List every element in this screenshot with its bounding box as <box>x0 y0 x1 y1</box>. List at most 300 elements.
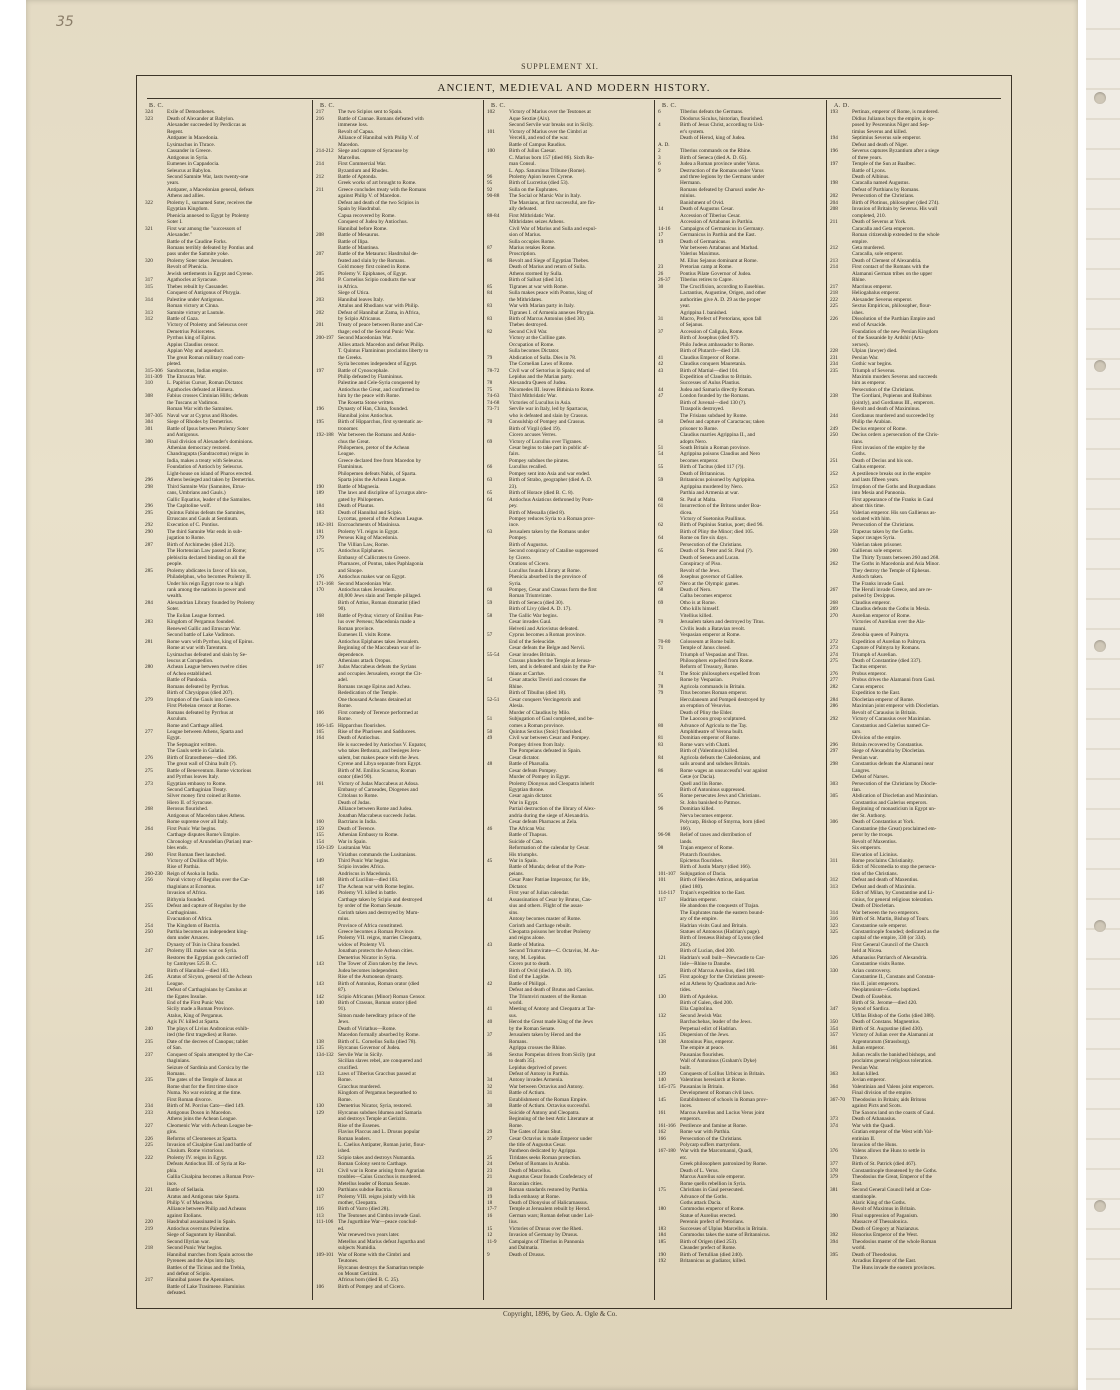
entry-text: tony, M. Lepidus. <box>509 954 547 961</box>
entry-text: Agrippina poisons Claudius and Nero <box>680 451 761 458</box>
entry-year: 166 <box>316 709 324 716</box>
entry-text: Defeat of Hannibal at Zama, in Africa, <box>338 309 420 316</box>
entry-text: Birth of M. Emilius Scaurus, Roman <box>338 767 416 774</box>
entry-text: Phenicia annexed to Egypt by Ptolemy <box>167 212 250 219</box>
entry-year: 44 <box>658 386 664 393</box>
entry-year: 66 <box>658 574 664 581</box>
entry-year: 101 <box>658 877 666 884</box>
entry-year: 20 <box>487 1187 493 1194</box>
entry-text: L. Papirius Cursor, Roman Dictator. <box>167 380 244 387</box>
entry-text: The Triumviri masters of the Roman <box>509 993 587 1000</box>
entry-text: Invasion of Africa. <box>167 890 207 897</box>
entry-text: Attalus and Rhodians war with Philip. <box>338 303 419 310</box>
entry-text: Hadrian's wall built—Newcastle to Car- <box>680 954 765 961</box>
entry-year: 41 <box>658 354 664 361</box>
entry-text: Ptolemy VI. reigns in Egypt. <box>338 528 399 535</box>
entry-text: Galba becomes emperor. <box>680 593 733 600</box>
entry-text: First Mithridatic War. <box>509 212 555 219</box>
entry-text: Triumph of Severus. <box>852 367 896 374</box>
entry-year: 250 <box>145 929 153 935</box>
timeline-column <box>316 103 484 1298</box>
entry-year: 41 <box>487 1006 493 1013</box>
binding-hole <box>1094 640 1106 652</box>
entry-year: 183 <box>316 509 324 516</box>
entry-text: Defeat and death of Maximin. <box>852 883 916 890</box>
entry-year: 15 <box>487 1225 493 1232</box>
entry-year: 66 <box>487 464 493 471</box>
entry-text: First comedy of Terence performed at <box>338 709 418 716</box>
entry-text: Proscription. <box>509 251 537 258</box>
entry-text: Death of Terence. <box>338 825 376 832</box>
entry-year: 171-168 <box>316 580 334 587</box>
entry-text: who is defeated and slain by Crassus. <box>509 412 589 419</box>
entry-text: Cesar invades Gaul. <box>509 619 552 626</box>
entry-text: Dictator. <box>509 883 528 890</box>
entry-text: Ptolemy Soter takes Jerusalem. <box>167 257 234 264</box>
entry-text: Athens and allies. <box>167 193 205 200</box>
entry-text: Constantine (the Great) proclaimed em- <box>852 825 937 832</box>
entry-year: 18 <box>487 1200 493 1207</box>
entry-text: by Cicero. <box>509 554 532 561</box>
entry-text: The Laocoon group sculptured. <box>680 716 747 723</box>
entry-text: Victory at the Colline gate. <box>509 335 567 342</box>
entry-text: Hannibal marches from Spain across the <box>167 1251 253 1258</box>
entry-text: Flamininus. <box>338 464 364 471</box>
entry-text: Alexander Severus emperor. <box>852 296 913 303</box>
entry-text: Probus drives the Alamanni from Gaul. <box>852 677 936 684</box>
entry-text: Embassy of Carneades, Diogenes and <box>338 787 418 794</box>
entry-text: Corinth and Carthage rebuilt. <box>509 922 572 929</box>
entry-text: Province of Africa constituted. <box>338 922 404 929</box>
entry-text: in Africa. <box>338 283 359 290</box>
entry-text: Battle of Thapsus. <box>509 832 548 839</box>
entry-year: 86 <box>487 257 493 264</box>
entry-text: and lasts fifteen years. <box>852 477 900 484</box>
entry-text: Lysimachus in Thrace. <box>167 141 216 148</box>
entry-year: 395 <box>830 1251 838 1258</box>
entry-text: Helvetii and Ariovistus defeated. <box>509 625 579 632</box>
entry-text: gated by Philopemen. <box>338 496 385 503</box>
entry-text: emperors. <box>680 1116 702 1123</box>
entry-text: Perseus King of Macedonia. <box>338 535 399 542</box>
entry-text: Rome on fire six days. <box>680 535 728 542</box>
binding-hole <box>1094 920 1106 932</box>
entry-text: Battle of Campus Raudius. <box>509 141 567 148</box>
entry-year: 143 <box>316 980 324 987</box>
entry-text: Rome wars with Chatti. <box>680 741 731 748</box>
entry-year: 194 <box>830 135 838 142</box>
entry-text: Cesar defeats Pompey. <box>509 767 558 774</box>
entry-text: Spain by Hasdrubal. <box>338 206 382 213</box>
entry-text: Birth of Juvenal—died 130 (?). <box>680 399 747 406</box>
entry-text: Birth of Tertullian (died 240). <box>680 1251 743 1258</box>
entry-year: 298 <box>145 483 153 490</box>
entry-text: Alliance between Rome and Judea. <box>338 806 413 813</box>
entry-text: Romans ravage Epirus and Achea. <box>338 683 411 690</box>
entry-text: of San. <box>167 1045 183 1052</box>
entry-text: Valerius Maximus. <box>680 251 721 258</box>
entry-year: 373 <box>830 1116 838 1123</box>
entry-text: tides. <box>680 987 692 994</box>
entry-year: 69 <box>487 438 493 445</box>
entry-text: Gold money first coined in Rome. <box>338 264 411 271</box>
entry-text: Birth of St. Augustine (died 430). <box>852 1025 924 1032</box>
entry-text: Antony becomes master of Rome. <box>509 916 582 923</box>
entry-text: Corinth taken and destroyed by Mum- <box>338 909 420 916</box>
entry-text: bles ends. <box>167 845 188 852</box>
entry-text: Execution of C. Pontius. <box>167 522 219 529</box>
entry-year: 168 <box>316 612 324 619</box>
entry-text: Antoninus Pius, emperor. <box>680 1038 734 1045</box>
entry-text: Birth of Martial—died 104. <box>680 367 739 374</box>
entry-year: 100 <box>487 148 495 155</box>
entry-text: completed, 210. <box>852 212 886 219</box>
entry-text: India embassy at Rome. <box>509 1193 560 1200</box>
entry-text: sus. <box>509 1012 518 1019</box>
entry-text: Rome. <box>509 1122 523 1129</box>
entry-text: Jerusalem taken by Herod and the <box>509 1032 581 1039</box>
timeline-entry <box>487 1252 655 1258</box>
entry-text: Valerian taken prisoner. <box>852 541 903 548</box>
entry-text: gins. <box>167 1129 178 1136</box>
entry-text: The Franks invade Gaul. <box>852 580 905 587</box>
entry-text: pleted. <box>167 361 182 368</box>
entry-text: of three years. <box>852 154 883 161</box>
entry-text: Development of Roman civil laws. <box>680 1090 754 1097</box>
entry-text: Birth of Virgil (died 19). <box>509 425 562 432</box>
entry-text: Sicily made a Roman Province. <box>167 1006 234 1013</box>
entry-text: and Dalmatia. <box>509 1245 539 1252</box>
entry-text: War of Rome with the Cimbri and <box>338 1251 411 1258</box>
entry-year: 274 <box>830 651 838 658</box>
entry-text: End of the Seleucidæ. <box>509 638 556 645</box>
entry-text: Tiberius commands on the Rhine. <box>680 148 752 155</box>
entry-text: Athens joins the Achean League. <box>167 1116 237 1123</box>
entry-text: Augustus Cesar founds Confederacy of <box>509 1174 593 1181</box>
entry-text: people. <box>167 561 183 568</box>
entry-year: 42 <box>658 361 664 368</box>
entry-year: 160 <box>316 819 324 826</box>
entry-year: 280 <box>145 664 153 671</box>
entry-text: The gates of the Temple of Janus at <box>167 1077 242 1084</box>
entry-text: The African War. <box>509 825 546 832</box>
entry-text: Birth of Crassus, Roman orator (died <box>338 999 417 1006</box>
entry-text: Hannibal joins Antiochus. <box>338 412 394 419</box>
entry-year: 296 <box>145 477 153 484</box>
entry-year: 214-212 <box>316 148 334 155</box>
binding-hole <box>1094 360 1106 372</box>
entry-text: Second Illyrian war. <box>167 1238 210 1245</box>
entry-year: 29 <box>487 1129 493 1136</box>
entry-year: 16 <box>487 1212 493 1219</box>
entry-year: 184 <box>658 1232 666 1239</box>
entry-text: against Etolians. <box>167 1212 203 1219</box>
entry-text: Phenicia absorbed in the province of <box>509 574 587 581</box>
entry-year: 45 <box>487 858 493 865</box>
entry-text: against Philip V. of Macedon. <box>338 193 401 200</box>
entry-year: 264 <box>145 825 153 832</box>
entry-year: 166-145 <box>316 722 334 729</box>
entry-text: Civil war in Rome arising from Agrarian <box>338 1167 425 1174</box>
entry-year: 117 <box>316 1193 324 1200</box>
entry-year: 260 <box>830 548 838 555</box>
entry-text: Rome quells rebellion in Syria. <box>680 1180 747 1187</box>
entry-text: Civilis leads a Batavian revolt. <box>680 625 746 632</box>
entry-text: Battle of Ilipa. <box>338 238 369 245</box>
entry-year: 161-166 <box>658 1122 676 1129</box>
entry-year: 145-175 <box>658 1083 676 1090</box>
entry-text: 202). <box>680 941 692 948</box>
entry-text: The Tower of Zion taken by the Jews. <box>338 961 419 968</box>
entry-text: of Achea established. <box>167 670 213 677</box>
entry-year: 357 <box>830 1032 838 1039</box>
entry-text: Jerusalem taken by the Romans under <box>509 528 590 535</box>
entry-text: The Etruscan War. <box>167 374 207 381</box>
entry-text: Rome by Vespasian. <box>680 677 724 684</box>
entry-year: 376 <box>830 1148 838 1155</box>
entry-text: Death of Plautus. <box>338 503 375 510</box>
entry-text: Agathocles defeated at Himera. <box>167 386 234 393</box>
entry-text: Aratus and Antigonus take Sparta. <box>167 1193 240 1200</box>
entry-text: Cleopatra poisons her brother Ptolemy <box>509 929 591 935</box>
entry-text: Hipparchus flourishes. <box>338 722 386 729</box>
entry-text: Ulpian (lawyer) died. <box>852 348 898 355</box>
entry-text: Victory of Judas Maccabeus at Adosa. <box>338 780 419 787</box>
entry-text: War with the Marcomanni, Quadi, <box>680 1148 753 1155</box>
entry-year: 6 <box>658 109 661 116</box>
entry-text: Roman War with the Samnites. <box>167 406 233 413</box>
entry-text: thians at Carrhæ. <box>509 670 546 677</box>
entry-year: 237 <box>145 1051 153 1058</box>
entry-text: Battle of the Caudine Forks. <box>167 238 227 245</box>
entry-text: Samnite victory at Lautule. <box>167 309 225 316</box>
entry-year: 313 <box>830 883 838 890</box>
entry-text: Conquest of Antigonus of Phrygia. <box>167 290 241 297</box>
binding-strip <box>1086 0 1120 1390</box>
entry-text: Nerva becomes emperor. <box>680 812 733 819</box>
entry-text: Carus emperor. <box>852 683 885 690</box>
entry-year: 252 <box>830 470 838 477</box>
entry-text: Pompey. <box>509 535 528 542</box>
entry-text: L. App. Saturninus Tribune (Rome). <box>509 167 586 174</box>
entry-text: Antiochus Epiphanes. <box>338 548 385 555</box>
entry-text: Birth of Plotinus, philosopher (died 274). <box>852 199 940 206</box>
entry-text: years. <box>167 180 180 187</box>
entry-text: Christians in Gaul persecuted. <box>680 1187 744 1194</box>
entry-year: 212 <box>316 173 324 180</box>
entry-text: Division of the empire. <box>852 735 902 742</box>
entry-year: 283 <box>145 619 153 626</box>
entry-text: First Plebeian censor at Rome. <box>167 703 232 710</box>
entry-year: 217 <box>316 109 324 116</box>
entry-text: Scipio Africanus (Minor) Roman Censor. <box>338 993 426 1000</box>
entry-text: Polycarp, Bishop of Smyrna, born (died <box>680 819 765 826</box>
entry-year: 70 <box>658 619 664 626</box>
entry-text: proclaims general religious toleration. <box>852 1058 933 1065</box>
entry-text: Temple of the Sun at Baalbec. <box>852 161 916 168</box>
entry-year: 262 <box>830 561 838 568</box>
entry-text: Birth of St. Jerome—died 420. <box>852 999 918 1006</box>
entry-text: Otho kills himself. <box>680 606 720 613</box>
entry-text: Ptolemy III. makes war on Syria. <box>167 948 238 955</box>
entry-text: Heliogabalus emperor. <box>852 290 900 297</box>
entry-text: Birth of Justin Martyr (died 166). <box>680 864 751 871</box>
entry-year: 286 <box>830 703 838 710</box>
entry-year: 24 <box>487 1161 493 1168</box>
entry-text: Battle of Mesaurus. <box>338 232 380 239</box>
entry-text: etc. <box>680 1154 688 1161</box>
entry-year: 12 <box>487 1232 493 1239</box>
entry-text: Death of Constantius at York. <box>852 819 915 826</box>
entry-text: Civil War of Marius and Sulla and expul- <box>509 225 597 232</box>
entry-year: 26 <box>658 270 664 277</box>
entry-text: Goths attack Dacia. <box>680 1200 722 1207</box>
entry-text: Birth of Varro (died 28). <box>338 1206 390 1213</box>
entry-text: Claudius defeats the Goths in Mesia. <box>852 606 930 613</box>
entry-text: Birth of Strabo, geographer (died A. D. <box>509 477 593 484</box>
entry-text: Death of Constantine (died 337). <box>852 657 922 664</box>
entry-text: Perpetual edict of Hadrian. <box>680 1025 738 1032</box>
entry-text: Second Civil War. <box>509 328 548 335</box>
entry-year: 197 <box>316 367 324 374</box>
entry-text: Triumph of Aurelian. <box>852 651 897 658</box>
entry-text: Romans defeated by Charusci under Ar- <box>680 186 766 193</box>
entry-year: 59 <box>658 477 664 484</box>
entry-text: Persecution of the Christians. <box>680 1135 743 1142</box>
entry-text: Agricola defeats the Caledonians, and <box>680 754 761 761</box>
entry-text: The Marsians, at first successful, are fin- <box>509 199 596 206</box>
entry-text: War with Marian party in Italy. <box>509 303 575 310</box>
entry-text: Severus captures Byzantium after a siege <box>852 148 940 155</box>
entry-text: Romans. <box>509 1038 528 1045</box>
entry-year: 161 <box>316 780 324 787</box>
entry-text: Second conspiracy of Cataline suppressed <box>509 548 599 555</box>
entry-year: 225 <box>830 303 838 310</box>
entry-text: thaginians at Ecnomus. <box>167 883 217 890</box>
entry-year: 59 <box>487 599 493 606</box>
entry-text: Bithynia founded. <box>167 896 206 903</box>
entry-text: T. Quintus Flamininus proclaims liberty to <box>338 348 429 355</box>
entry-year: 95 <box>658 793 664 800</box>
entry-text: Caracalla named Augustus. <box>852 180 910 187</box>
entry-year: 208 <box>830 206 838 213</box>
entry-text: Rise of Parthia. <box>167 864 200 871</box>
entry-text: Invasion of Cisalpine Gaul and battle of <box>167 1141 252 1148</box>
entry-text: Birth of Tibullus (died 18). <box>509 690 567 697</box>
entry-year: 281 <box>145 638 153 645</box>
entry-text: Jonathan protects the Achean cities. <box>338 948 414 955</box>
entry-text: Goths. <box>852 451 866 458</box>
entry-text: Antiochus makes war on Egypt. <box>338 574 406 581</box>
entry-text: The Jugurthine War—peace conclud- <box>338 1219 418 1226</box>
entry-text: Invasion of the Huns. <box>852 1141 898 1148</box>
entry-text: Trajan emperor of Rome. <box>680 845 734 852</box>
entry-text: Birth of Hipparchus, first systematic as- <box>338 419 423 426</box>
entry-year: 250 <box>830 432 838 439</box>
entry-text: Siege of Utica. <box>338 290 370 297</box>
entry-year: 43 <box>487 941 493 948</box>
entry-text: Alliance between Philip and Acheans <box>167 1206 247 1213</box>
entry-text: Birth of Antonius, Roman orator (died <box>338 980 420 987</box>
entry-text: Aurelian emperor of Rome. <box>852 612 911 619</box>
entry-year: 275 <box>830 657 838 664</box>
entry-year: 235 <box>145 1038 153 1045</box>
entry-text: Birth of Marcus Antonius (died 30). <box>509 315 586 322</box>
entry-year: 218 <box>830 290 838 297</box>
entry-text: lisle—Rhine to Danube. <box>680 961 732 968</box>
entry-text: Death of Viriathus—Rome. <box>338 1025 397 1032</box>
entry-year: 129 <box>316 1109 324 1116</box>
entry-text: and occupies Jerusalem, except the Cit- <box>338 670 422 677</box>
entry-text: Battle of Gaza. <box>167 315 199 322</box>
entry-year: 83 <box>658 741 664 748</box>
entry-text: by Cambyses 525 B. C. <box>167 961 218 968</box>
entry-text: salem, but makes peace with the Jews. <box>338 754 420 761</box>
entry-text: Romans defeated by Pyrrhus at <box>167 709 234 716</box>
entry-year: 311 <box>830 858 838 865</box>
entry-year: 175 <box>658 1187 666 1194</box>
entry-text: L. Caelius Antipater, Roman jurist, flour- <box>338 1141 426 1148</box>
entry-text: Constantine visits Rome. <box>852 961 906 968</box>
entry-year: 166 <box>658 1135 666 1142</box>
entry-text: Defeat and capture of Caractacus; taken <box>680 419 765 426</box>
entry-year: 31 <box>658 315 664 322</box>
entry-text: Final division of Alexander's dominions. <box>167 438 254 445</box>
entry-year: 25 <box>487 1154 493 1161</box>
entry-text: Thrace. <box>852 1154 869 1161</box>
entry-text: Birth of Sallust (died 34). <box>509 277 564 284</box>
entry-text: Encroachments of Masinissa. <box>338 522 401 529</box>
entry-text: Fabius crosses Ciminian Hills; defeats <box>167 393 249 400</box>
entry-text: tius II. joint emperors. <box>852 980 900 987</box>
entry-year: 284 <box>145 599 153 606</box>
entry-text: entinian II. <box>852 1135 876 1142</box>
entry-text: Cesar defeats the Belgæ and Nervii. <box>509 645 586 652</box>
entry-text: Lysimachus defeated and slain by Se- <box>167 651 247 658</box>
entry-year: 19 <box>658 238 664 245</box>
entry-text: First Roman fleet launched. <box>167 851 226 858</box>
entry-text: Victory of Ptolemy and Seleucus over <box>167 322 248 329</box>
entry-year: 121 <box>658 954 666 961</box>
entry-text: The Gallic War begins. <box>509 612 558 619</box>
entry-year: 185 <box>658 1238 666 1245</box>
entry-year: 297 <box>830 748 838 755</box>
entry-text: Jerusalem taken and destroyed by Titus. <box>680 619 765 626</box>
entry-text: The Gates of Janus Shut. <box>509 1129 562 1136</box>
entry-text: Getæ (or Dacia). <box>680 774 716 781</box>
entry-text: Death of Nero. <box>680 586 712 593</box>
entry-year: 184 <box>316 503 324 510</box>
binding-hole <box>1094 1200 1106 1212</box>
entry-text: Second Triumvirate—C. Octavius, M. An- <box>509 948 600 955</box>
entry-text: Defeat and death of Niger. <box>852 141 909 148</box>
entry-text: The empire at peace. <box>680 1045 725 1052</box>
entry-text: Battle of Magnesia. <box>338 483 380 490</box>
entry-text: Britannicus poisoned by Agrippina. <box>680 477 756 484</box>
entry-text: The Stoic philosophers expelled from <box>680 670 760 677</box>
entry-year: 315 <box>145 283 153 290</box>
entry-text: Barchochebas, leader of the Jews. <box>680 1019 752 1026</box>
entry-text: Trapezus taken by the Goths. <box>852 528 914 535</box>
entry-text: Britain recovered by Constantius. <box>852 741 924 748</box>
pencil-page-note: 35 <box>56 14 74 30</box>
entry-year: 2 <box>658 148 661 155</box>
entry-text: Battle of Philippi. <box>509 980 547 987</box>
entry-text: Birth of Archimedes (died 212). <box>167 541 235 548</box>
entry-text: Abdication of Diocletian and Maximian. <box>852 793 939 800</box>
entry-year: 68 <box>658 586 664 593</box>
title-divider <box>147 98 1001 99</box>
